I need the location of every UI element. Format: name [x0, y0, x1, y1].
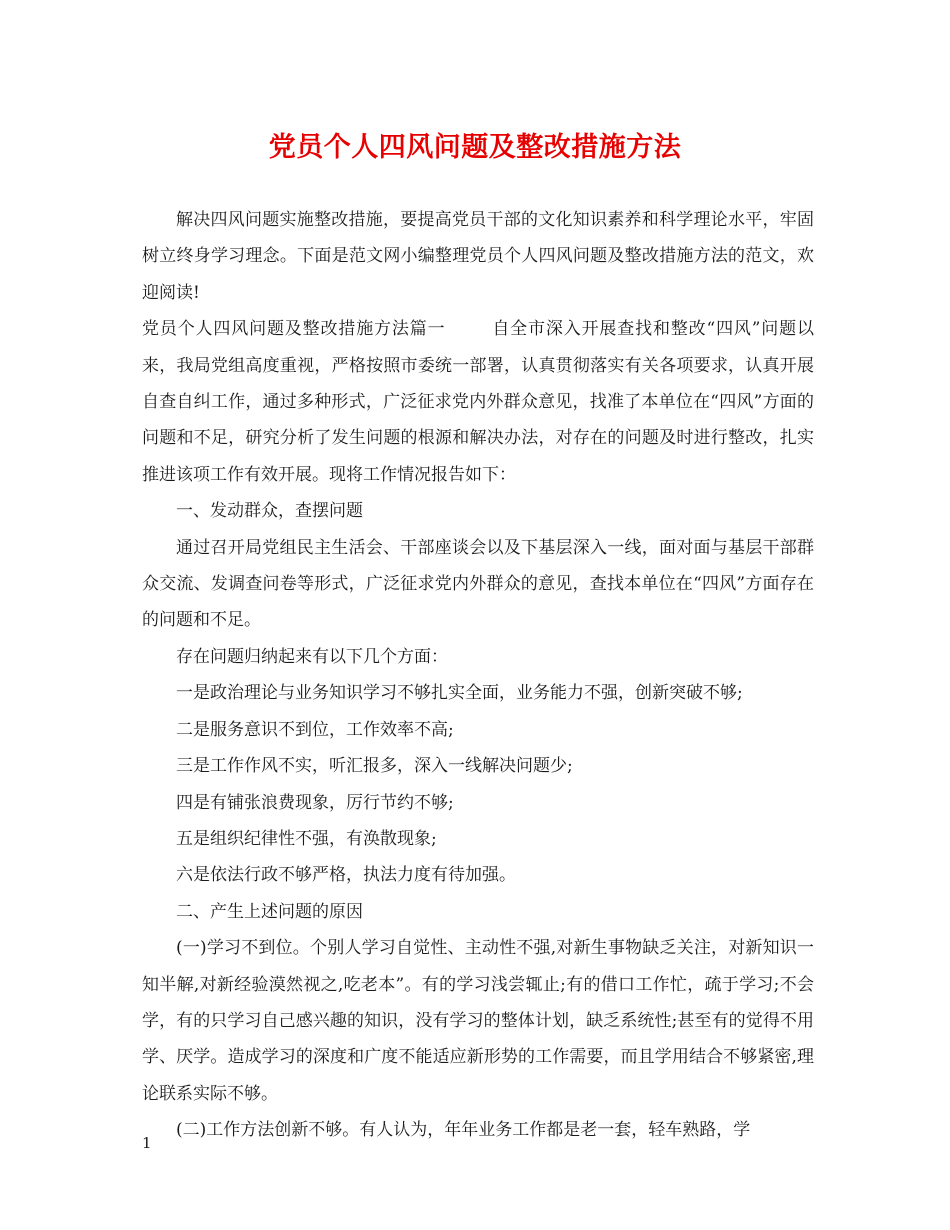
reason-paragraph-two: (二)工作方法创新不够。有人认为，年年业务工作都是老一套，轻车熟路，学: [176, 1120, 751, 1141]
section-title: 党员个人四风问题及整改措施方法篇一: [142, 319, 446, 340]
intro-paragraph: 解决四风问题实施整改措施，要提高党员干部的文化知识素养和科学理论水平，牢固树立终身学习理念。下面是范文网小编整理党员个人四风问题及整改措施方法的范文，欢迎阅读!: [142, 210, 814, 303]
document-title: 党员个人四风问题及整改措施方法: [268, 132, 682, 163]
problems-intro: 存在问题归纳起来有以下几个方面：: [176, 646, 448, 667]
problem-item: 六是依法行政不够严格，执法力度有待加强。: [176, 865, 516, 886]
problem-item: 四是有铺张浪费现象，厉行节约不够;: [176, 792, 454, 813]
problem-item: 五是组织纪律性不强，有涣散现象;: [176, 828, 437, 849]
heading-two: 二、产生上述问题的原因: [176, 901, 363, 922]
page-number: 1: [142, 1134, 152, 1152]
section-intro: 自全市深入开展查找和整改“四风”问题以来，我局党组高度重视，严格按照市委统一部署，认真贯彻落实有关各项要求，认真开展自查自纠工作，通过多种形式，广泛征求党内外群众意见，找准了本单位在“四风”方面的问题和不足，研究分析了发生问题的根源和解决办法，对存在的问题及时进行整改，扎实推进该项工作有效开展。现将工作情况报告如下：: [142, 319, 815, 485]
problem-item: 二是服务意识不到位，工作效率不高;: [176, 719, 454, 740]
problem-item: 一是政治理论与业务知识学习不够扎实全面，业务能力不强，创新突破不够;: [176, 683, 743, 704]
problem-item: 三是工作作风不实，听汇报多，深入一线解决问题少;: [176, 756, 573, 777]
heading-one: 一、发动群众，查摆问题: [176, 501, 363, 522]
paragraph-one: 通过召开局党组民主生活会、干部座谈会以及下基层深入一线，面对面与基层干部群众交流、发调查问卷等形式，广泛征求党内外群众的意见，查找本单位在“四风”方面存在的问题和不足。: [142, 537, 814, 631]
section-paragraph: [142, 311, 814, 493]
document-body: [142, 202, 814, 1149]
reason-paragraph-one: (一)学习不到位。个别人学习自觉性、主动性不强,对新生事物缺乏关注，对新知识一知半解,对新经验漠然视之,吃老本”。有的学习浅尝辄止;有的借口工作忙，疏于学习;不会学，有的只学习自己感兴趣的知识，没有学习的整体计划，缺乏系统性;甚至有的觉得不用学、厌学。造成学习的深度和广度不能适应新形势的工作需要，而且学用结合不够紧密,理论联系实际不够。: [142, 938, 814, 1104]
